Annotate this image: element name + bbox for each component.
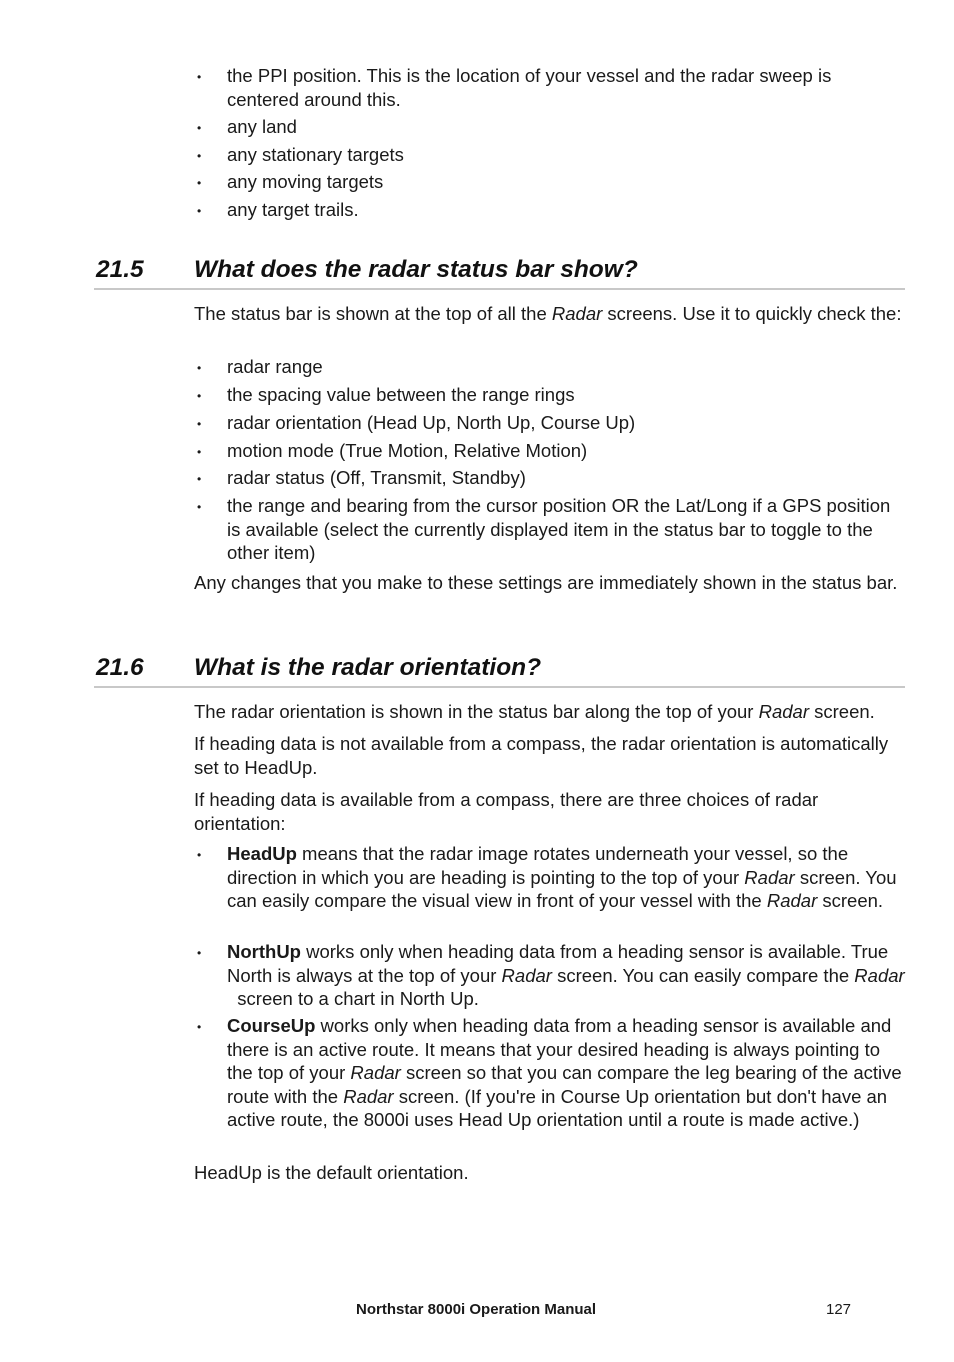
bullet-dot: • <box>197 500 202 514</box>
section-title: What is the radar orientation? <box>194 654 542 681</box>
section-number: 21.5 <box>96 256 144 283</box>
bullet-dot: • <box>197 417 202 431</box>
bullet-dot: • <box>197 149 202 163</box>
list-item: any target trails. <box>227 199 359 220</box>
section-divider <box>94 686 905 688</box>
section-heading-21-6 <box>96 653 541 683</box>
list-item-northup: NorthUp works only when heading data from a heading sensor is available. True North is always at the top of your Radar screen. You can easily compare the Radar screen to a chart in North Up. <box>227 941 905 1009</box>
paragraph: If heading data is available from a compass, there are three choices of radar orientation: <box>194 789 819 834</box>
section-divider <box>94 288 905 290</box>
section-number: 21.6 <box>96 654 144 681</box>
list-item: the range and bearing from the cursor position OR the Lat/Long if a GPS position is available (select the currently displayed item in the status bar to toggle to the other item) <box>227 495 891 563</box>
list-item: motion mode (True Motion, Relative Motion) <box>227 440 588 461</box>
paragraph: If heading data is not available from a compass, the radar orientation is automatically set to HeadUp. <box>194 733 889 778</box>
list-item: the PPI position. This is the location of your vessel and the radar sweep is centered around this. <box>227 65 832 110</box>
bullet-dot: • <box>197 70 202 84</box>
list-item-courseup: CourseUp works only when heading data from a heading sensor is available and there is an active route. It means that your desired heading is always pointing to the top of your Radar screen so that you can compare the leg bearing of the active route with the Radar screen. (If you're in Course Up orientation but don't have an active route, the 8000i uses Head Up orientation until a route is made active.) <box>227 1015 902 1130</box>
bullet-dot: • <box>197 389 202 403</box>
page-number: 127 <box>826 1301 852 1318</box>
paragraph: The status bar is shown at the top of all the Radar screens. Use it to quickly check the: <box>194 303 902 324</box>
list-item: any stationary targets <box>227 144 404 165</box>
paragraph: Any changes that you make to these settings are immediately shown in the status bar. <box>194 572 898 593</box>
bullet-dot: • <box>197 946 202 960</box>
list-item: the spacing value between the range rings <box>227 384 575 405</box>
bullet-dot: • <box>197 848 202 862</box>
list-item: radar range <box>227 356 323 377</box>
footer-manual-title: Northstar 8000i Operation Manual <box>356 1301 597 1318</box>
bullet-dot: • <box>197 204 202 218</box>
bullet-dot: • <box>197 176 202 190</box>
bullet-dot: • <box>197 361 202 375</box>
section-heading-21-5 <box>96 255 638 285</box>
paragraph: The radar orientation is shown in the status bar along the top of your Radar screen. <box>194 701 875 722</box>
paragraph: HeadUp is the default orientation. <box>194 1162 469 1183</box>
bullet-dot: • <box>197 445 202 459</box>
bullet-dot: • <box>197 1020 202 1034</box>
bullet-dot: • <box>197 121 202 135</box>
section-title: What does the radar status bar show? <box>194 256 638 283</box>
bullet-dot: • <box>197 472 202 486</box>
list-item: any land <box>227 116 297 137</box>
list-item: radar orientation (Head Up, North Up, Course Up) <box>227 412 636 433</box>
list-item: any moving targets <box>227 171 384 192</box>
list-item: radar status (Off, Transmit, Standby) <box>227 467 526 488</box>
list-item-headup: HeadUp means that the radar image rotates underneath your vessel, so the direction in which you are heading is pointing to the top of your Radar screen. You can easily compare the visual view in front of your vessel with the Radar screen. <box>227 843 897 911</box>
